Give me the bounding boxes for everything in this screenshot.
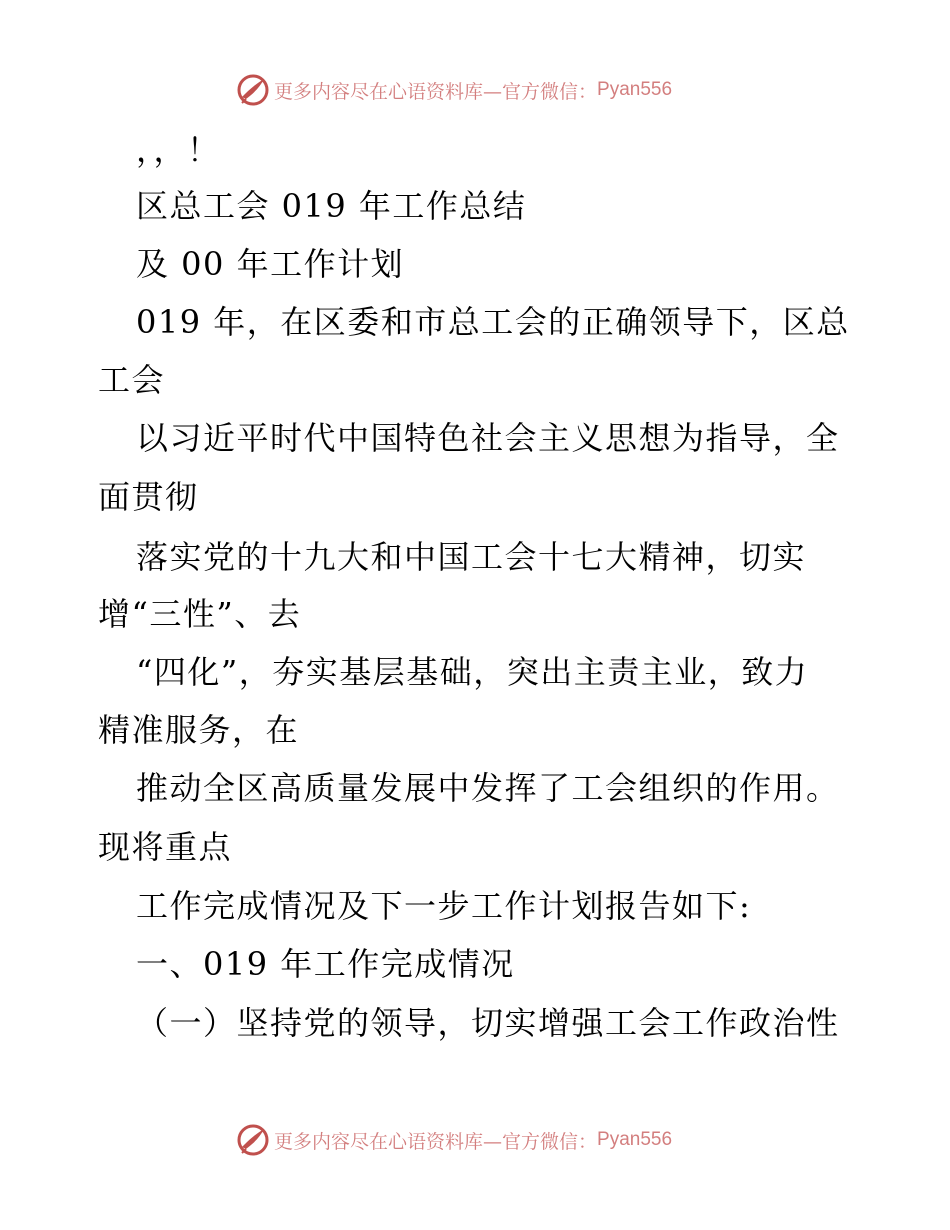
text-line: 推动全区高质量发展中发挥了工会组织的作用。 [136,769,840,807]
watermark-text: 更多内容尽在心语资料库—官方微信： [274,80,598,103]
text-line: 以习近平时代中国特色社会主义思想为指导，全 [136,419,840,457]
text-line: 一、019 年工作完成情况 [136,945,515,983]
text-line: 精准服务，在 [98,711,300,749]
watermark-account: Pyan556 [597,1129,673,1150]
text-line: 区总工会 019 年工作总结 [136,187,527,225]
text-line: 落实党的十九大和中国工会十七大精神，切实 [136,538,807,576]
quill-pen-logo-icon [236,73,270,107]
quill-pen-logo-icon [236,1123,270,1157]
text-line: 增“三性”、去 [98,595,302,633]
text-line: 019 年，在区委和市总工会的正确领导下，区总 [136,303,850,341]
text-line: 现将重点 [98,828,233,866]
text-line: ，，！ [136,131,221,169]
text-line: 工作完成情况及下一步工作计划报告如下: [136,887,752,925]
watermark-account: Pyan556 [597,79,673,100]
footer-watermark [236,1122,672,1158]
text-line: “四化”，夯实基层基础，突出主责主业，致力 [136,653,809,691]
text-line: 面贯彻 [98,478,199,516]
header-watermark [236,72,672,108]
text-line: 及 00 年工作计划 [136,245,405,283]
watermark-text: 更多内容尽在心语资料库—官方微信： [274,1130,598,1153]
text-line: 工会 [98,361,166,399]
text-line: （一）坚持党的领导，切实增强工会工作政治性 [136,1004,840,1042]
